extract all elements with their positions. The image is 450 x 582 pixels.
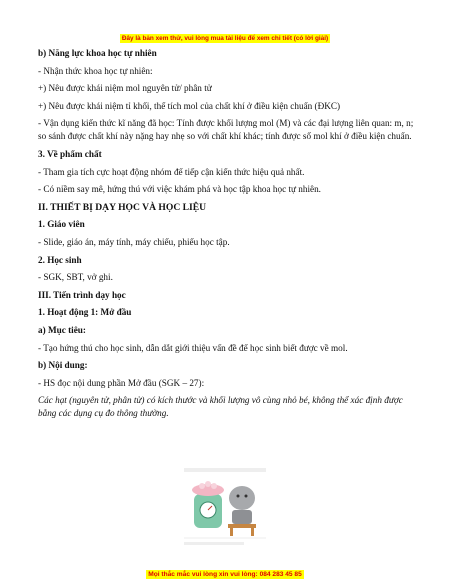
preview-banner-text: Đây là bản xem thử, vui lòng mua tài liệu để xem chi tiết (có lời giải) [121, 35, 329, 42]
subsection-heading: 2. Học sinh [38, 254, 82, 265]
paragraph: +) Nêu được khái niệm tỉ khối, thể tích mol của chất khí ở điều kiện chuẩn (ĐKC) [38, 100, 341, 111]
section-heading: b) Năng lực khoa học tự nhiên [38, 48, 157, 58]
publisher-bar [184, 542, 244, 545]
character-body [232, 510, 252, 524]
preview-banner [0, 27, 450, 45]
caption-bar [184, 468, 266, 472]
paragraph: - Slide, giáo án, máy tính, máy chiếu, phiếu học tập. [38, 236, 230, 247]
subsection-heading: 1. Giáo viên [38, 219, 85, 230]
document-body [38, 47, 416, 425]
subsection-heading: b) Nội dung: [38, 360, 88, 371]
chapter-heading: III. Tiến trình dạy học [38, 289, 126, 300]
paragraph: - Nhận thức khoa học tự nhiên: [38, 65, 153, 76]
paragraph: - SGK, SBT, vở ghi. [38, 272, 113, 283]
illustration-scale-mol [178, 464, 272, 556]
paragraph: - Có niềm say mê, hứng thú với việc khám phá và học tập khoa học tự nhiên. [38, 184, 321, 195]
paragraph: - Tạo hứng thú cho học sinh, dẫn dắt giới thiệu vấn đề để học sinh biết được về mol. [38, 342, 348, 353]
subsection-heading: a) Mục tiêu: [38, 324, 86, 335]
section-heading: 3. Về phẩm chất [38, 148, 102, 159]
character-eye [245, 495, 248, 498]
character-head [229, 486, 255, 510]
contact-footer [0, 563, 450, 581]
paragraph: - Tham gia tích cực hoạt động nhóm để tiếp cận kiến thức hiệu quả nhất. [38, 166, 305, 177]
particle [199, 483, 205, 489]
paragraph: - HS đọc nội dung phần Mở đầu (SGK – 27): [38, 377, 205, 388]
contact-footer-text: Mọi thắc mắc vui lòng xin vui lòng: 084 283 45 85 [148, 571, 302, 578]
stool-leg [251, 528, 254, 536]
chapter-heading: II. THIẾT BỊ DẠY HỌC VÀ HỌC LIỆU [38, 201, 207, 213]
stool-top [228, 524, 256, 528]
particle [205, 481, 211, 487]
character-eye [237, 495, 240, 498]
particle [211, 483, 217, 489]
paragraph: +) Nêu được khái niệm mol nguyên tử/ phân tử [38, 83, 212, 94]
paragraph: - Vận dụng kiến thức kĩ năng đã học: Tính được khối lượng mol (M) và các đại lượng liên quan: m, n; so sánh được chất khí này nặng hay nhẹ so với chất khí khác; tính được số mol khí ở điều kiện chuẩn. [38, 118, 414, 142]
italic-quote: Các hạt (nguyên tử, phân tử) có kích thước và khối lượng vô cùng nhỏ bé, không thể xác định được bằng các dụng cụ đo thông thường. [38, 395, 403, 419]
scale-illustration [178, 464, 272, 556]
stool-leg [230, 528, 233, 536]
subsection-heading: 1. Hoạt động 1: Mở đầu [38, 307, 132, 318]
